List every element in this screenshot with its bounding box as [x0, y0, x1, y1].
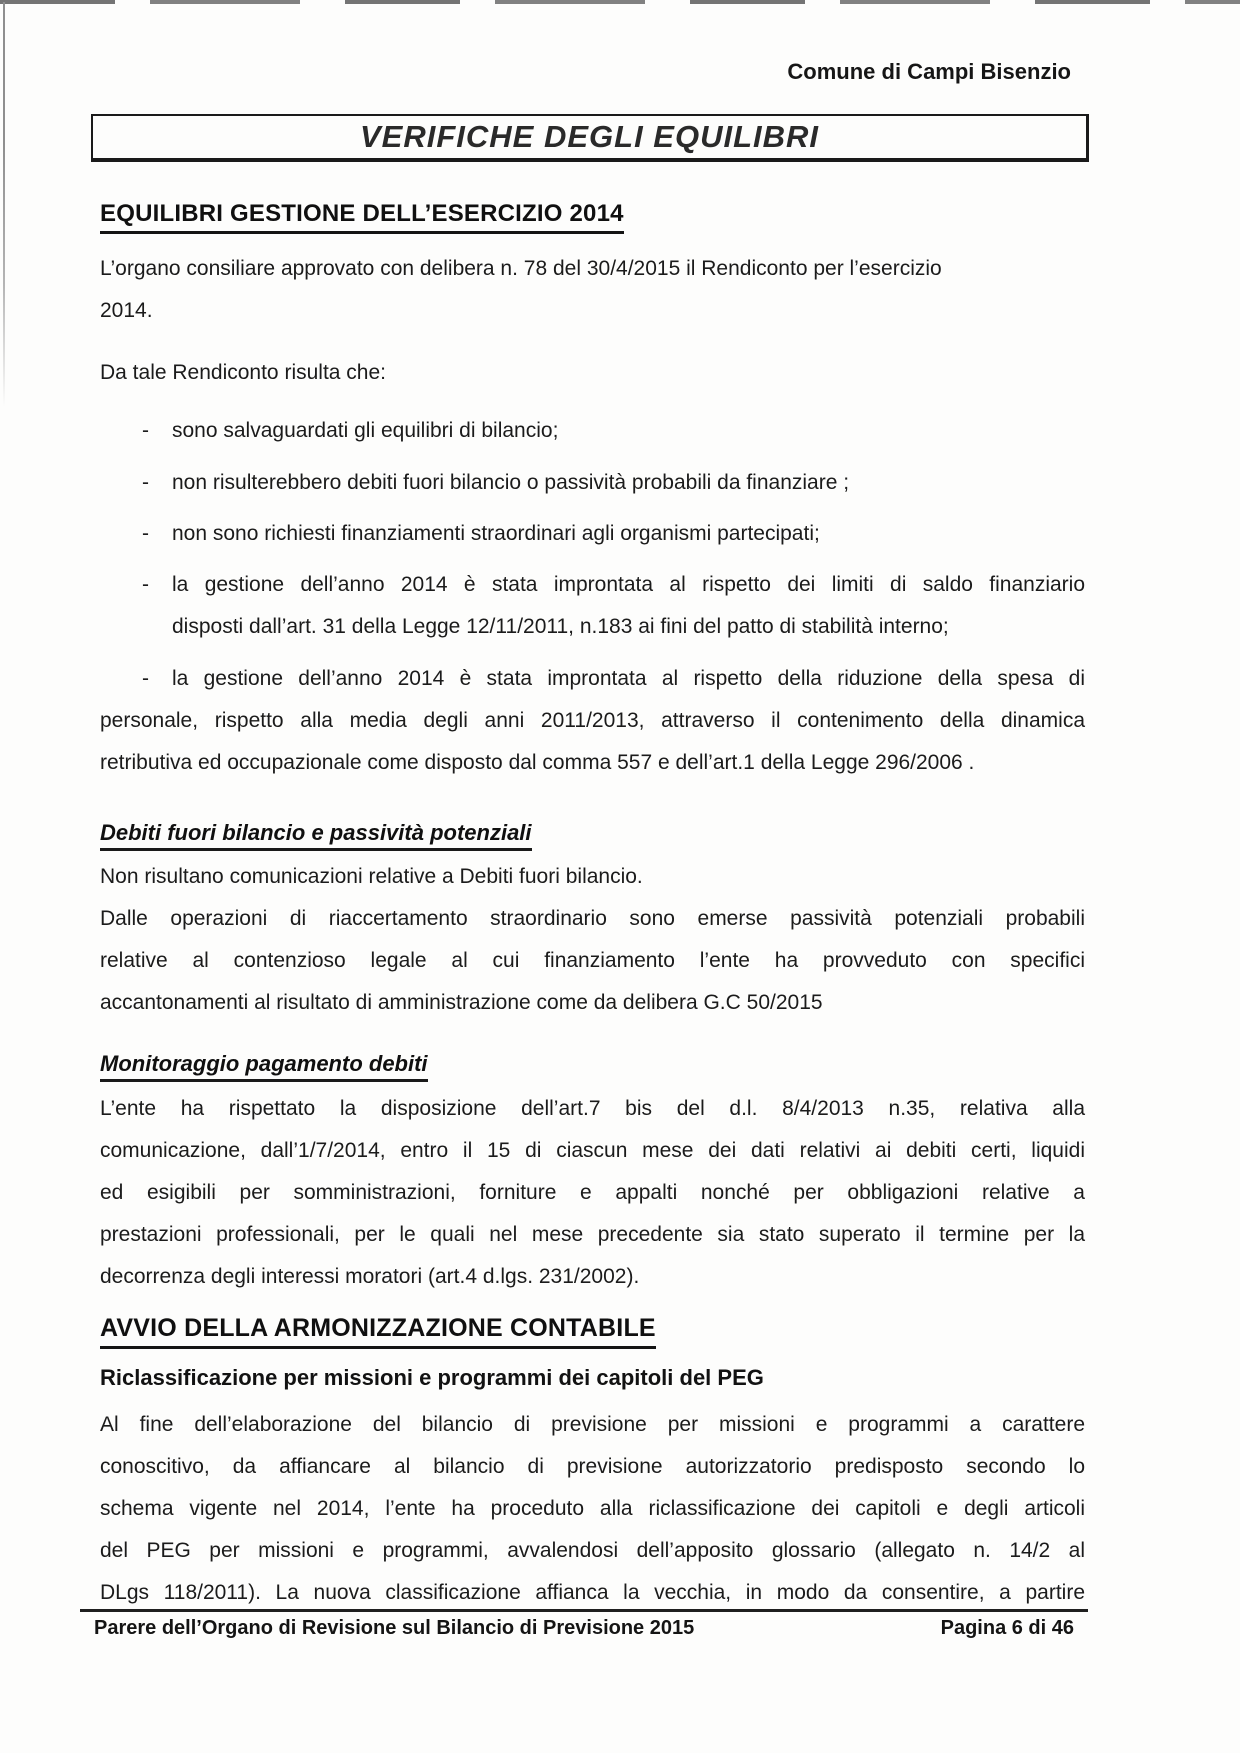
bullet-text: sono salvaguardati gli equilibri di bilancio;: [172, 419, 559, 442]
footer-doc-title: Parere dell’Organo di Revisione sul Bilancio di Previsione 2015: [94, 1617, 695, 1639]
paragraph-line: conoscitivo, da affiancare al bilancio di previsione autorizzatorio predisposto secondo lo: [100, 1455, 1085, 1478]
footer-rule: [80, 1609, 1088, 1612]
footer-row: [80, 1615, 1088, 1642]
bullet-text: non sono richiesti finanziamenti straordinari agli organismi partecipati;: [172, 522, 820, 545]
header-org-name: Comune di Campi Bisenzio: [787, 59, 1071, 84]
paragraph-line: Dalle operazioni di riaccertamento straordinario sono emerse passività potenziali probabili: [100, 907, 1085, 930]
subheading-riclassificazione: Riclassificazione per missioni e programmi dei capitoli del PEG: [100, 1365, 764, 1390]
paragraph-line: accantonamenti al risultato di amministrazione come da delibera G.C 50/2015: [100, 991, 823, 1014]
paragraph-line: del PEG per missioni e programmi, avvalendosi dell’apposito glossario (allegato n. 14/2 al: [100, 1539, 1085, 1562]
paragraph-rendiconto-intro: Da tale Rendiconto risulta che:: [100, 361, 386, 384]
paragraph-line: schema vigente nel 2014, l’ente ha proceduto alla riclassificazione dei capitoli e degli articoli: [100, 1497, 1085, 1520]
heading-debiti-wrap: [100, 820, 1085, 851]
bullet-dash: -: [142, 522, 149, 545]
paragraph-line: comunicazione, dall’1/7/2014, entro il 15 di ciascun mese dei dati relativi ai debiti certi, liquidi: [100, 1139, 1085, 1162]
heading-debiti-fuori-bilancio: Debiti fuori bilancio e passività potenziali: [100, 820, 532, 851]
bullet-text: disposti dall’art. 31 della Legge 12/11/2011, n.183 ai fini del patto di stabilità interno;: [172, 615, 949, 638]
paragraph-non-risultano: Non risultano comunicazioni relative a Debiti fuori bilancio.: [100, 865, 643, 888]
heading-equilibri-wrap: [100, 200, 1085, 234]
footer-page-number: Pagina 6 di 46: [940, 1617, 1074, 1639]
paragraph-line: retributiva ed occupazionale come disposto dal comma 557 e dell’art.1 della Legge 296/2006 .: [100, 751, 975, 774]
bullet-text: la gestione dell’anno 2014 è stata improntata al rispetto della riduzione della spesa di: [172, 667, 1085, 690]
paragraph-line: relative al contenzioso legale al cui finanziamento l’ente ha provveduto con specifici: [100, 949, 1085, 972]
bullet-item-saldo-finanziario: [100, 564, 1085, 648]
paragraph-line: DLgs 118/2011). La nuova classificazione affianca la vecchia, in modo da consentire, a partire: [100, 1581, 1085, 1604]
paragraph-line: prestazioni professionali, per le quali nel mese precedente sia stato superato il termine per la: [100, 1223, 1085, 1246]
document-title: VERIFICHE DEGLI EQUILIBRI: [359, 119, 820, 154]
paragraph-riaccertamento: [100, 898, 1085, 1024]
heading-equilibri: EQUILIBRI GESTIONE DELL’ESERCIZIO 2014: [100, 200, 624, 234]
title-box: [91, 114, 1089, 162]
paragraph-line: personale, rispetto alla media degli anni 2011/2013, attraverso il contenimento della dinamica: [100, 709, 1085, 732]
heading-monitoraggio-wrap: [100, 1051, 1085, 1082]
bullet-text: la gestione dell’anno 2014 è stata improntata al rispetto dei limiti di saldo finanziario: [172, 573, 1085, 596]
paragraph-line: decorrenza degli interessi moratori (art.4 d.lgs. 231/2002).: [100, 1265, 640, 1288]
paragraph-line: ed esigibili per somministrazioni, forniture e appalti nonché per obbligazioni relative a: [100, 1181, 1085, 1204]
paragraph-riclassificazione: [100, 1404, 1085, 1614]
paragraph-line: 2014.: [100, 299, 153, 322]
bullet-dash: -: [142, 573, 149, 596]
scan-artifact-left-edge: [3, 2, 5, 407]
bullet-dash: -: [142, 419, 149, 442]
page-content: [100, 0, 1085, 1614]
heading-armonizzazione: AVVIO DELLA ARMONIZZAZIONE CONTABILE: [100, 1314, 656, 1349]
bullet-item-equilibri: [100, 410, 1085, 452]
bullet-dash: -: [142, 667, 149, 690]
bullet-item-spesa-personale: [100, 658, 1085, 700]
heading-monitoraggio: Monitoraggio pagamento debiti: [100, 1051, 428, 1082]
paragraph-line: L’ente ha rispettato la disposizione dell’art.7 bis del d.l. 8/4/2013 n.35, relativa alla: [100, 1097, 1085, 1120]
paragraph-line: L’organo consiliare approvato con delibera n. 78 del 30/4/2015 il Rendiconto per l’esercizio: [100, 257, 942, 280]
heading-avvio-wrap: [100, 1314, 1085, 1349]
subheading-riclassificazione-wrap: [100, 1361, 1085, 1398]
bullet-dash: -: [142, 471, 149, 494]
page-footer: [80, 1609, 1088, 1642]
bullet-item-debiti-fuori: [100, 462, 1085, 504]
paragraph-monitoraggio: [100, 1088, 1085, 1298]
paragraph-line: Al fine dell’elaborazione del bilancio di previsione per missioni e programmi a carattere: [100, 1413, 1085, 1436]
bullet-item-finanziamenti: [100, 513, 1085, 555]
bullet-text: non risulterebbero debiti fuori bilancio o passività probabili da finanziare ;: [172, 471, 850, 494]
paragraph-delibera: [100, 248, 1085, 332]
